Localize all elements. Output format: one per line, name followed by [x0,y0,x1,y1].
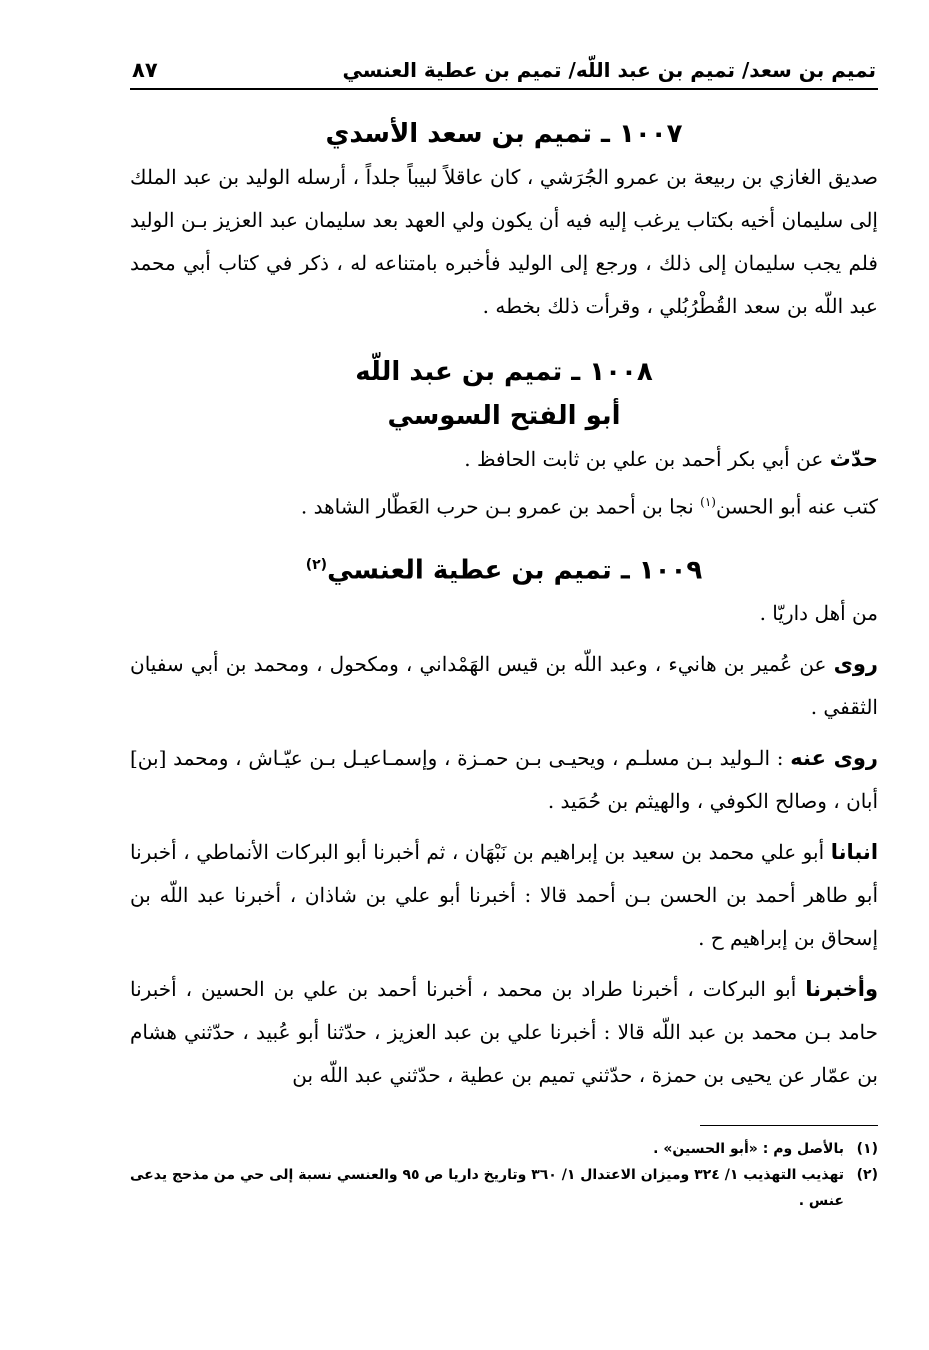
entry-1007 [130,112,878,328]
paragraph-text: كتب عنه أبو الحسن [715,494,878,519]
entry-text-1007: صديق الغازي بن ربيعة بن عمرو الجُرَشي ، كان عاقلاً لبيباً جلداً ، أرسله الوليد بن عبد الملك إلى سليمان أخيه بكتاب يرغب إليه فيه أن يكون ولي العهد بعد سليمان عبد العزيز بـن الوليد فلم يجب سليمان إلى ذلك ، ورجع إلى الوليد فأخبره بامتناعه له ، ذكر في كتاب أبي محمد عبد اللّه بن سعد القُطْرُبُلي ، وقرأت ذلك بخطه . [130,165,878,318]
paragraph-text: أبو علي محمد بن سعيد بن إبراهيم بن نَبْهَان ، ثم أخبرنا أبو البركات الأنماطي ، أخبرنا أبو طاهر أحمد بن الحسن بـن أحمد قالا : أخبرنا أبو علي بن شاذان ، أخبرنا عبد اللّه بن إسحاق بن إبراهيم ح . [130,840,878,951]
paragraph-lead-word: حدّث [829,447,878,471]
entry-heading-text: ١٠٠٩ ـ تميم بن عطية العنسي [327,555,703,586]
entry-1009-isnad-2 [130,968,878,1097]
running-header [130,58,878,90]
footnote-number: (١) [856,1141,878,1158]
entry-1008-paragraph-2 [130,481,878,529]
page-number: ٨٧ [132,58,158,82]
paragraph-lead-word: وأخبرنا [805,977,878,1002]
entry-subheading-1008: أبو الفتح السوسي [387,401,621,431]
paragraph-text: أبو البركات ، أخبرنا طراد بن محمد ، أخبرنا أحمد بن علي بن الحسين ، أخبرنا حامد بـن محمد بن عبد اللّه قالا : أخبرنا علي بن عبد العزيز ، حدّثنا أبو عُبيد ، حدّثني هشام بن عمّار عن يحيى بن حمزة ، حدّثني تميم بن عطية ، حدّثني عبد اللّه بن [130,977,878,1088]
footnote-text: تهذيب التهذيب ١/ ٣٢٤ وميزان الاعتدال ١/ ٣٦٠ وتاريخ داريا ص ٩٥ والعنسي نسبة إلى حي من مذحج يدعى عنس . [130,1167,844,1210]
entry-1008-paragraph-1 [130,438,878,481]
paragraph-lead-word: روى [833,652,879,677]
paragraph-text: عن عُمير بن هانيء ، وعبد اللّه بن قيس الهَمْداني ، ومكحول ، ومحمد بن أبي سفيان الثقفي . [130,652,878,720]
footnote-1 [130,1136,878,1162]
book-page [130,58,878,1214]
paragraph-text: عن أبي بكر أحمد بن علي بن ثابت الحافظ . [464,447,824,471]
entry-heading-1008: ١٠٠٨ ـ تميم بن عبد اللّه [355,357,653,387]
paragraph-lead-word: روى عنه [790,746,879,771]
entry-1009-origin: من أهل داريّا . [759,601,878,626]
entry-1009-narrated-by [130,737,878,823]
footnote-marker-2[interactable]: (٢) [305,556,328,573]
footnote-number: (٢) [856,1167,878,1184]
paragraph-text: نجا بن أحمد بن عمرو بـن حرب العَطّار الشاهد . [300,494,694,519]
entry-1008 [130,350,878,529]
footnote-marker-1[interactable]: (١) [700,495,716,509]
footnote-divider [700,1125,878,1126]
entry-1009-narrated-from [130,643,878,729]
paragraph-text: : الـوليد بـن مسلـم ، ويحيـى بـن حمـزة ، وإسمـاعيـل بـن عيّـاش ، ومحمد [بن] أبان ، وصالح الكوفي ، والهيثم بن حُمَيد . [130,746,878,814]
entry-heading-1009 [130,543,878,593]
paragraph-lead-word: انبانا [830,840,879,865]
entry-heading-1007: ١٠٠٧ ـ تميم بن سعد الأسدي [325,119,683,149]
footnote-text: بالأصل وم : «أبو الحسين» . [653,1141,844,1158]
entry-1009-isnad-1 [130,831,878,960]
footnote-2 [130,1162,878,1214]
running-title: تميم بن سعد/ تميم بن عبد اللّه/ تميم بن عطية العنسي [342,58,876,82]
entry-1009 [130,543,878,1098]
